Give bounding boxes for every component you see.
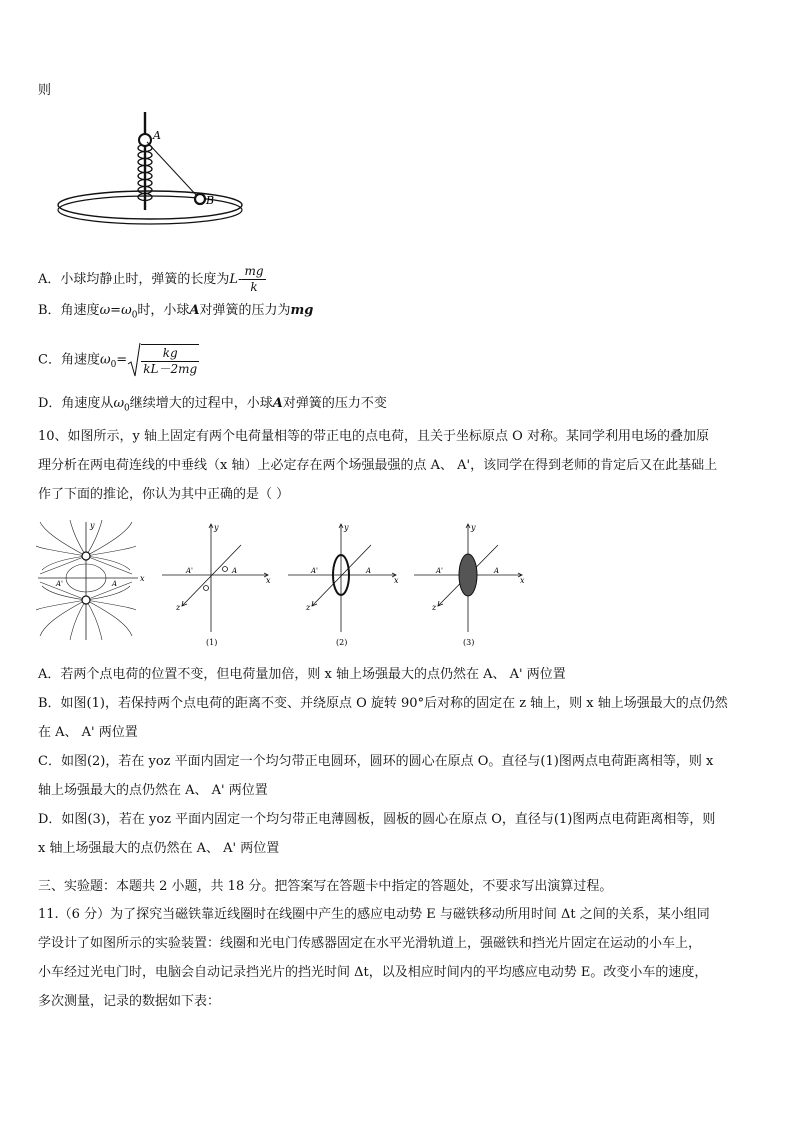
fig2-axes	[288, 524, 396, 632]
q9-option-b: B．角速度$\omega=\omega_0$时，小球A对弹簧的压力为mg	[38, 303, 314, 321]
fig1-axes	[162, 524, 268, 632]
fig2-a-label: A	[366, 567, 372, 575]
fig3-z-label: z	[432, 603, 437, 612]
fig0-a-prime-label: A'	[56, 580, 63, 588]
fig3-a-prime-label: A'	[436, 567, 443, 575]
fig3-x-label: x	[520, 576, 525, 585]
fig1-x-label: x	[266, 576, 271, 585]
q10-option-b-line1: B．如图(1)，若保持两个点电荷的距离不变、并绕原点 O 旋转 90°后对称的固定在 z 轴上，则 x 轴上场强最大的点仍然	[38, 696, 728, 711]
q10-stem: 10、如图所示，y 轴上固定有两个电荷量相等的带正电的点电荷，且关于坐标原点 O 对称。某同学利用电场的叠加原 理分析在两电荷连线的中垂线（x 轴）上必定存在两个场强最强的点 A、 A'，该同学在得到老师的肯定后又在此基础上 作了下面的推论，你认为其中正确的是（ ）	[38, 429, 718, 502]
section-3-heading: 三、实验题：本题共 2 小题，共 18 分。把答案写在答题卡中指定的答题处，不要求写出演算过程。	[38, 879, 613, 894]
q10-option-d-line2: x 轴上场强最大的点仍然在 A、 A' 两位置	[38, 841, 280, 856]
q11-stem: 11.（6 分）为了探究当磁铁靠近线圈时在线圈中产生的感应电动势 E 与磁铁移动所用时间 Δt 之间的关系，某小组同 学设计了如图所示的实验装置：线圈和光电门传感器固定在水平光滑轨道上，强磁铁和挡光片固定在运动的小车上， 小车经过光电门时，电脑会自动记录挡光片的挡光时间 Δt，以及相应时间内的平均感应电动势 E。改变小车的速度， 多次测量，记录的数据如下表：	[38, 907, 710, 1009]
fig1-y-label: y	[214, 523, 219, 532]
charge-bottom	[82, 596, 90, 604]
fig2-x-label: x	[394, 576, 399, 585]
fig0-x-label: x	[140, 574, 145, 583]
fig1-a-prime-label: A'	[186, 567, 193, 575]
fig1-caption: (1)	[206, 638, 218, 647]
q10-option-b-line2: 在 A、 A' 两位置	[38, 725, 138, 740]
label-b: B	[206, 194, 215, 207]
q10-option-c-line1: C．如图(2)，若在 yoz 平面内固定一个均匀带正电圆环，圆环的圆心在原点 O。直径与(1)图两点电荷距离相等，则 x	[38, 754, 714, 769]
fig2-y-label: y	[344, 523, 349, 532]
fig3-y-label: y	[471, 523, 476, 532]
fig0-y-label: y	[90, 521, 95, 530]
fig1-z-label: z	[176, 603, 181, 612]
fig2-a-prime-label: A'	[311, 567, 318, 575]
intro-text: 则	[38, 83, 52, 98]
q10-figures	[36, 520, 536, 650]
field-lines-figure	[36, 520, 138, 640]
spring-rod-figure	[52, 102, 252, 232]
ball-b	[195, 194, 205, 204]
fig3-disc	[459, 554, 477, 596]
fig3-a-label: A	[494, 567, 500, 575]
fig0-a-label: A	[112, 580, 118, 588]
fig2-z-label: z	[306, 603, 311, 612]
fig1-a-label: A	[232, 567, 238, 575]
fig2-caption: (2)	[336, 638, 348, 647]
fig1-charge-2	[204, 586, 209, 591]
string-ab	[147, 142, 198, 197]
charge-top	[82, 552, 90, 560]
q9-option-c: C．角速度$\omega_0=$ $\frac{kg}{kL-2mg}$	[38, 342, 199, 378]
label-a: A	[153, 129, 161, 142]
sqrt-sign-icon	[127, 342, 141, 378]
q10-option-c-line2: 轴上场强最大的点仍然在 A、 A' 两位置	[38, 783, 268, 798]
fig1-charge-1	[223, 567, 228, 572]
fig3-caption: (3)	[463, 638, 475, 647]
q10-option-d-line1: D．如图(3)，若在 yoz 平面内固定一个均匀带正电薄圆板，圆板的圆心在原点 O，直径与(1)图两点电荷距离相等，则	[38, 812, 716, 827]
q9-option-a: A．小球均静止时，弹簧的长度为L- $\frac{mg}{k}$	[38, 264, 264, 294]
q10-option-a: A．若两个点电荷的位置不变，但电荷量加倍，则 x 轴上场强最大的点仍然在 A、 A' 两位置	[38, 667, 566, 682]
q9-option-d: D．角速度从$\omega_0$继续增大的过程中，小球A对弹簧的压力不变	[38, 396, 387, 414]
q10-options	[38, 660, 760, 863]
